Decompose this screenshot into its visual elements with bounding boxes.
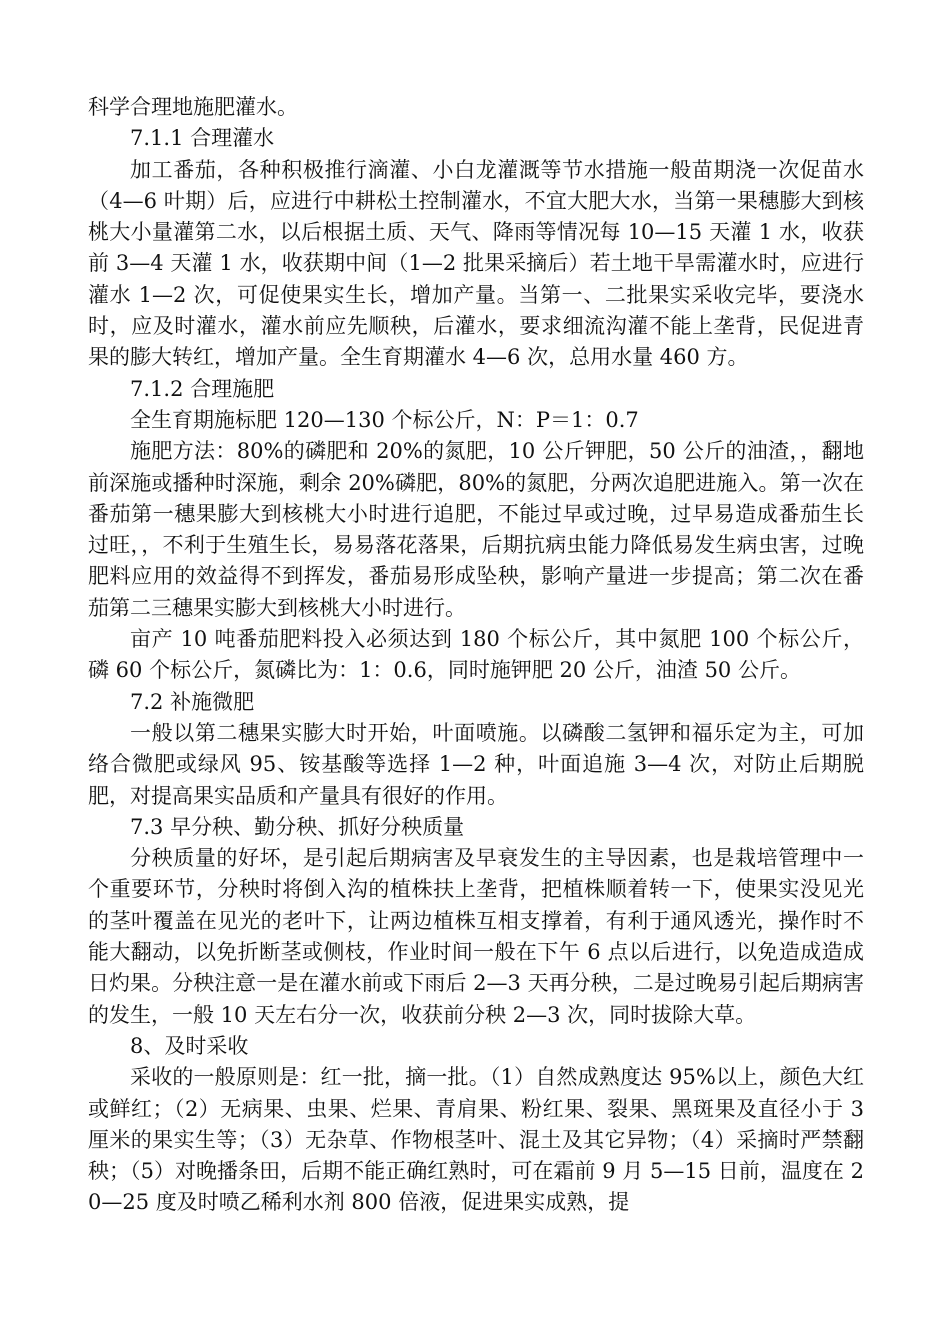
paragraph: 亩产 10 吨番茄肥料投入必须达到 180 个标公斤，其中氮肥 100 个标公斤，磷 60 个标公斤，氮磷比为：1：0.6，同时施钾肥 20 公斤，油渣 50 公斤。: [88, 627, 864, 683]
paragraph: 科学合理地施肥灌水。: [88, 95, 298, 119]
section-heading: 7.3 早分秧、勤分秧、抓好分秧质量: [130, 814, 465, 839]
section-heading: 7.1.2 合理施肥: [130, 376, 275, 401]
paragraph: 全生育期施标肥 120—130 个标公斤，N：P＝1：0.7: [130, 407, 639, 432]
paragraph: 采收的一般原则是：红一批，摘一批。（1）自然成熟度达 95%以上，颜色大红或鲜红；（2）无病果、虫果、烂果、青肩果、粉红果、裂果、黑斑果及直径小于 3 厘米的果实生等；（3）无杂草、作物根茎叶、混土及其它异物；（4）采摘时严禁翻秧；（5）对晚播条田，后期不能正确红熟时，可在霜前 9 月 5—15 日前，温度在 20—25 度及时喷乙稀利水剂 800 倍液，促进果实成熟，提: [88, 1065, 864, 1215]
section-heading: 7.1.1 合理灌水: [130, 126, 275, 151]
section-heading: 7.2 补施微肥: [130, 689, 255, 714]
section-heading: 8、及时采收: [130, 1033, 249, 1058]
document-body: [88, 92, 864, 1219]
paragraph: 分秧质量的好坏，是引起后期病害及早衰发生的主导因素，也是栽培管理中一个重要环节，分秧时将倒入沟的植株扶上垄背，把植株顺着转一下，使果实没见光的茎叶覆盖在见光的老叶下，让两边植株互相支撑着，有利于通风透光，操作时不能大翻动，以免折断茎或侧枝，作业时间一般在下午 6 点以后进行，以免造成造成日灼果。分秧注意一是在灌水前或下雨后 2—3 天再分秧，二是过晚易引起后期病害的发生，一般 10 天左右分一次，收获前分秧 2—3 次，同时拔除大草。: [88, 846, 864, 1027]
paragraph: 一般以第二穗果实膨大时开始，叶面喷施。以磷酸二氢钾和福乐定为主，可加络合微肥或绿风 95、铵基酸等选择 1—2 种，叶面追施 3—4 次，对防止后期脱肥，对提高果实品质和产量具有很好的作用。: [88, 720, 864, 808]
paragraph: 施肥方法：80%的磷肥和 20%的氮肥，10 公斤钾肥，50 公斤的油渣，，翻地前深施或播种时深施，剩余 20%磷肥，80%的氮肥，分两次追肥进施入。第一次在番茄第一穗果膨大到核桃大小时进行追肥，不能过早或过晚，过早易造成番茄生长过旺，，不利于生殖生长，易易落花落果，后期抗病虫能力降低易发生病虫害，过晚肥料应用的效益得不到挥发，番茄易形成坠秧，影响产量进一步提高；第二次在番茄第二三穗果实膨大到核桃大小时进行。: [88, 439, 864, 620]
paragraph: 加工番茄，各种积极推行滴灌、小白龙灌溉等节水措施一般苗期浇一次促苗水（4—6 叶期）后，应进行中耕松土控制灌水，不宜大肥大水，当第一果穗膨大到核桃大小量灌第二水，以后根据土质、天气、降雨等情况每 10—15 天灌 1 水，收获前 3—4 天灌 1 水，收获期中间（1—2 批果采摘后）若土地干旱需灌水时，应进行灌水 1—2 次，可促使果实生长，增加产量。当第一、二批果实采收完毕，要浇水时，应及时灌水，灌水前应先顺秧，后灌水，要求细流沟灌不能上垄背，民促进青果的膨大转红，增加产量。全生育期灌水 4—6 次，总用水量 460 方。: [88, 157, 864, 370]
